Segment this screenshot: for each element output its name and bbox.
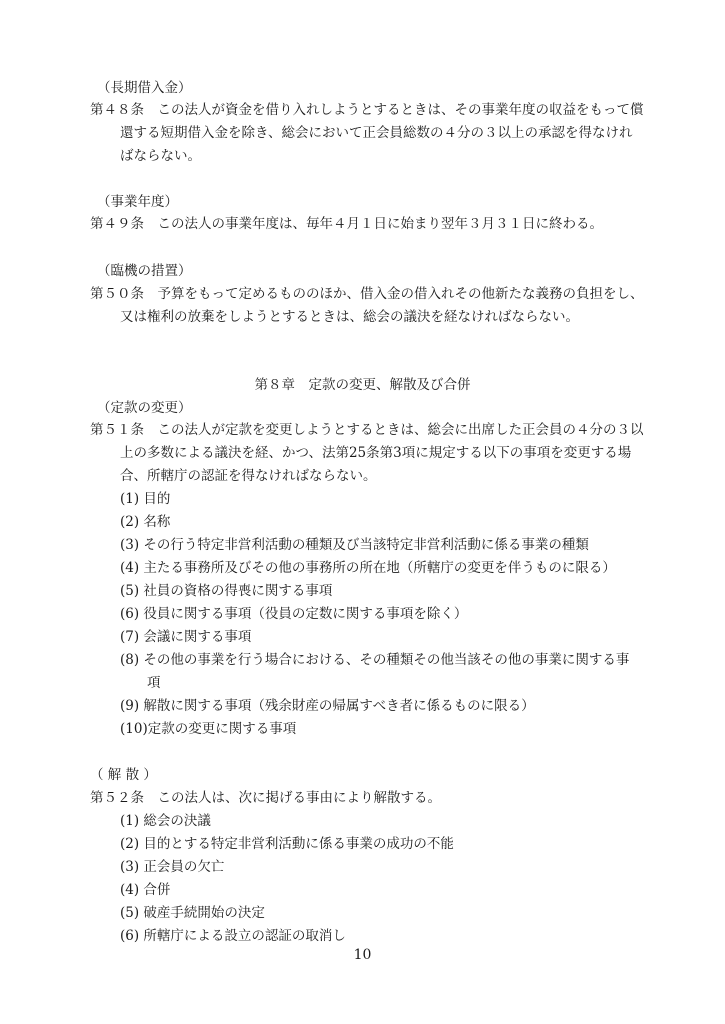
chapter-8-title: 第８章 定款の変更、解散及び合併 [254, 377, 471, 393]
heading-article-48: （長期借入金） [97, 80, 192, 96]
list-item-continuation: 項 [147, 675, 161, 691]
list-item: (4) 合併 [120, 882, 171, 898]
heading-article-52: （ 解 散 ） [90, 767, 157, 783]
list-item: (6) 役員に関する事項（役員の定数に関する事項を除く） [120, 606, 468, 622]
list-item: (3) 正会員の欠亡 [120, 859, 225, 875]
list-item: (5) 破産手続開始の決定 [120, 905, 265, 921]
list-item: (6) 所轄庁による設立の認証の取消し [120, 928, 346, 944]
list-item: (4) 主たる事務所及びその他の事務所の所在地（所轄庁の変更を伴うものに限る） [120, 560, 616, 576]
list-item: (10)定款の変更に関する事項 [120, 721, 297, 737]
list-item: (1) 総会の決議 [120, 813, 211, 829]
article-51-line-3: 合、所轄庁の認証を得なければならない。 [120, 468, 377, 484]
article-51-line-1: 第５１条 この法人が定款を変更しようとするときは、総会に出席した正会員の４分の３以 [90, 422, 644, 438]
list-item: (5) 社員の資格の得喪に関する事項 [120, 583, 333, 599]
article-50-line-1: 第５０条 予算をもって定めるもののほか、借入金の借入れその他新たな義務の負担をし、 [90, 286, 644, 302]
list-item: (3) その行う特定非営利活動の種類及び当該特定非営利活動に係る事業の種類 [120, 537, 589, 553]
list-item: (9) 解散に関する事項（残余財産の帰属すべき者に係るものに限る） [120, 698, 535, 714]
list-item: (2) 名称 [120, 514, 171, 530]
list-item: (1) 目的 [120, 491, 171, 507]
list-item: (8) その他の事業を行う場合における、その種類その他当該その他の事業に関する事 [120, 652, 630, 668]
article-52-line-1: 第５２条 この法人は、次に掲げる事由により解散する。 [90, 790, 441, 806]
article-48-line-3: ばならない。 [120, 148, 201, 164]
list-item: (2) 目的とする特定非営利活動に係る事業の成功の不能 [120, 836, 454, 852]
article-48-line-2: 還する短期借入金を除き、総会において正会員総数の４分の３以上の承認を得なけれ [120, 125, 633, 141]
article-51-line-2: 上の多数による議決を経、かつ、法第25条第3項に規定する以下の事項を変更する場 [120, 445, 632, 461]
article-49-line-1: 第４９条 この法人の事業年度は、毎年４月１日に始まり翌年３月３１日に終わる。 [90, 216, 603, 232]
article-48-line-1: 第４８条 この法人が資金を借り入れしようとするときは、その事業年度の収益をもって償 [90, 102, 644, 118]
page-number: 10 [353, 947, 372, 963]
heading-article-50: （臨機の措置） [97, 263, 192, 279]
heading-article-49: （事業年度） [97, 194, 178, 210]
heading-article-51: （定款の変更） [97, 400, 192, 416]
article-50-line-2: 又は権利の放棄をしようとするときは、総会の議決を経なければならない。 [120, 309, 579, 325]
list-item: (7) 会議に関する事項 [120, 629, 252, 645]
